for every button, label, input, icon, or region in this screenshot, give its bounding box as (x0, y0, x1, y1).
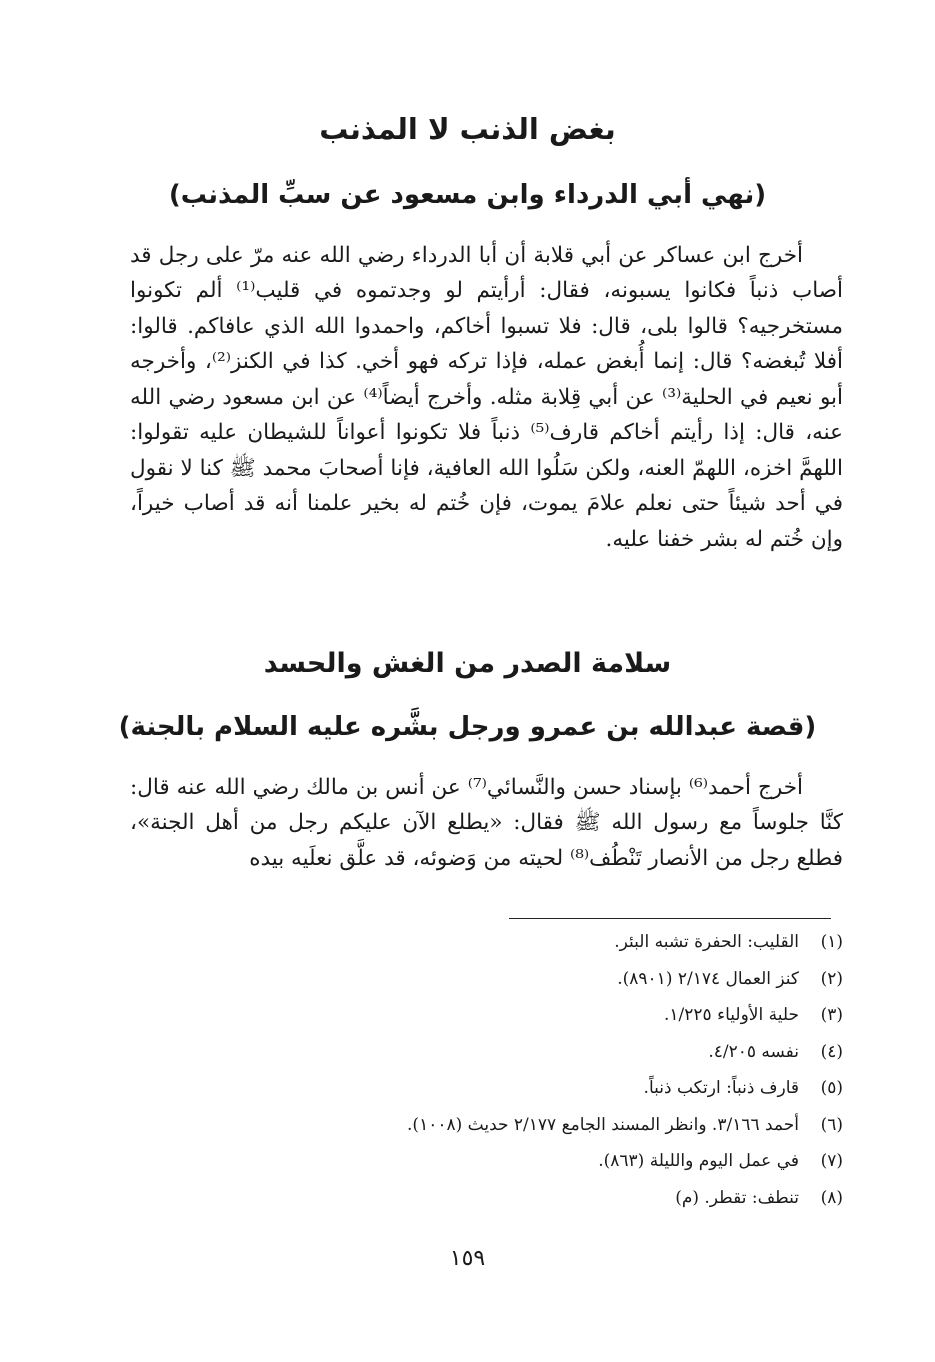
footnote-number: (٤) (820, 1041, 843, 1062)
footnote-number: (٢) (820, 968, 843, 989)
footnote-text: في عمل اليوم والليلة (٨٦٣). (598, 1151, 799, 1171)
footnote-item (283, 1005, 843, 1042)
footnote-item (283, 969, 843, 1006)
footnote-text: حلية الأولياء ١/٢٢٥. (664, 1005, 799, 1025)
page-number: ١٥٩ (449, 1246, 486, 1271)
footnote-number: (٨) (820, 1187, 843, 1208)
footnote-item (283, 1188, 843, 1225)
footnote-item (283, 1078, 843, 1115)
footnote-number: (١) (820, 932, 843, 952)
footnote-number: (٧) (820, 1151, 843, 1171)
footnote-item (283, 1115, 843, 1152)
footnote-text: القليب: الحفرة تشبه البئر. (614, 932, 799, 952)
footnote-number: (٥) (820, 1078, 843, 1098)
footnote-number: (٦) (820, 1114, 843, 1135)
footnote-text: أحمد ٣/١٦٦. وانظر المسند الجامع ٢/١٧٧ حديث (١٠٠٨). (407, 1114, 799, 1135)
footnote-divider (509, 918, 831, 919)
section-title-2: سلامة الصدر من الغش والحسد (263, 648, 672, 679)
chapter-title: بغض الذنب لا المذنب (319, 112, 616, 146)
section-subtitle-1: (نهي أبي الدرداء وابن مسعود عن سبِّ المذنب) (168, 180, 767, 210)
footnote-text: نفسه ٤/٢٠٥. (708, 1041, 799, 1062)
footnote-text: كنز العمال ٢/١٧٤ (٨٩٠١). (617, 968, 799, 989)
footnote-item (283, 932, 843, 969)
body-paragraph-1: أخرج ابن عساكر عن أبي قلابة أن أبا الدرداء رضي الله عنه مرّ على رجل قد أصاب ذنباً فكانوا يسبونه، فقال: أرأيتم لو وجدتموه في قليب⁽¹⁾ ألم تكونوا مستخرجيه؟ قالوا بلى، قال: فلا تسبوا أخاكم، واحمدوا الله الذي عافاكم. قالوا: أفلا تُبغضه؟ قال: إنما أُبغض عمله، فإذا تركه فهو أخي. كذا في الكنز⁽²⁾، وأخرجه أبو نعيم في الحلية⁽³⁾ عن أبي قِلابة مثله. وأخرج أيضاً⁽⁴⁾ عن ابن مسعود رضي الله عنه، قال: إذا رأيتم أخاكم قارف⁽⁵⁾ ذنباً فلا تكونوا أعواناً للشيطان عليه تقولوا: اللهمَّ اخزه، اللهمّ العنه، ولكن سَلُوا الله العافية، فإنا أصحابَ محمد ﷺ كنا لا نقول في أحد شيئاً حتى نعلم علامَ يموت، فإن خُتم له بخير علمنا أنه قد أصاب خيراً، وإن خُتم له بشر خفنا عليه. (130, 243, 844, 552)
footnote-number: (٣) (820, 1005, 843, 1025)
footnote-item (283, 1151, 843, 1188)
section-subtitle-2: (قصة عبدالله بن عمرو ورجل بشَّره عليه السلام بالجنة) (118, 712, 817, 742)
footnote-item (283, 1042, 843, 1079)
footnotes-list (283, 932, 843, 1224)
body-paragraph-2: أخرج أحمد⁽⁶⁾ بإسناد حسن والنَّسائي⁽⁷⁾ عن أنس بن مالك رضي الله عنه قال: كنَّا جلوساً مع رسول الله ﷺ فقال: «يطلع الآن عليكم رجل من أهل الجنة»، فطلع رجل من الأنصار تَنْطُف⁽⁸⁾ لحيته من وَضوئه، قد علَّق نعلَيه بيده (130, 775, 843, 871)
footnote-text: تنطف: تقطر. (م) (675, 1187, 799, 1208)
footnote-text: قارف ذنباً: ارتكب ذنباً. (643, 1078, 799, 1098)
